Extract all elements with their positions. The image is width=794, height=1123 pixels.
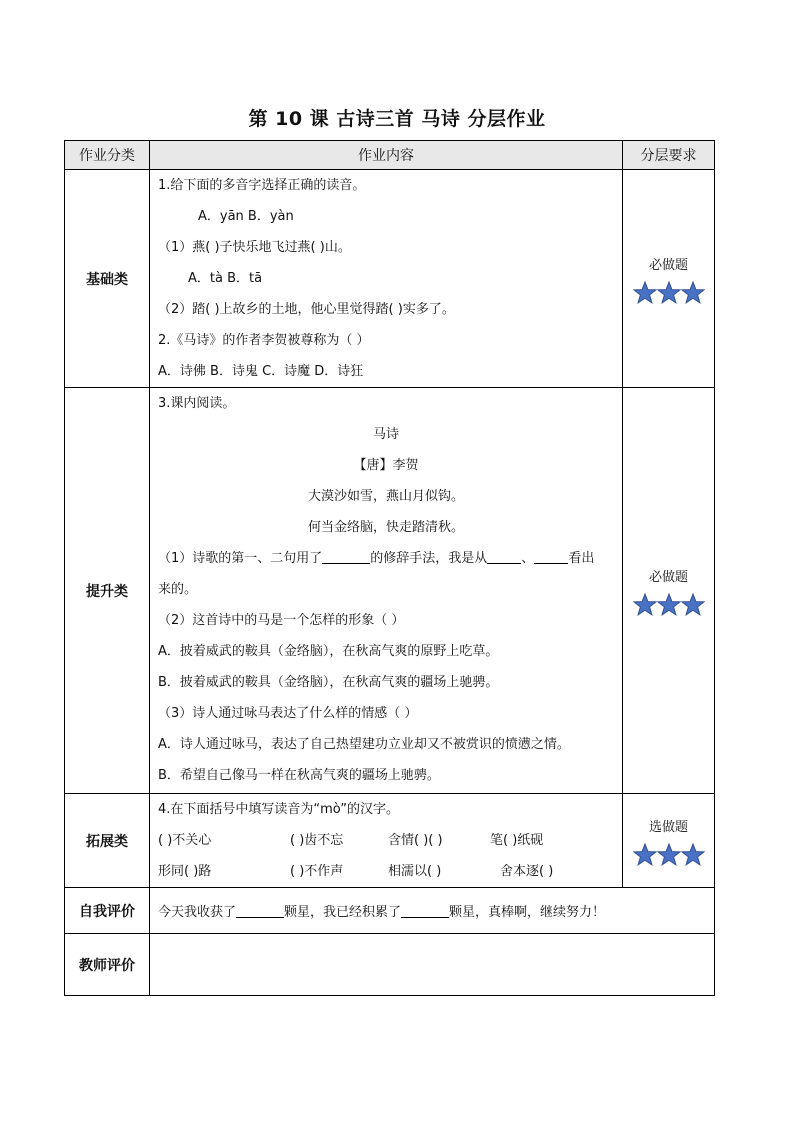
star-icon xyxy=(681,281,705,304)
option-line: A．诗佛 B．诗鬼 C．诗魔 D．诗狂 xyxy=(158,364,364,379)
text-segment: 颗星，我已经积累了 xyxy=(284,905,402,920)
fill-item: 笔( )纸砚 xyxy=(490,833,544,848)
question-line: 2.《马诗》的作者李贺被尊称为（ ） xyxy=(158,333,370,348)
requirement-cell xyxy=(623,170,715,388)
answer-blank[interactable] xyxy=(322,549,370,564)
requirement-label: 选做题 xyxy=(648,819,688,835)
category-cell: 拓展类 xyxy=(65,794,150,888)
fill-item: ( )齿不忘 xyxy=(290,833,344,848)
fill-row xyxy=(158,856,614,887)
star-icon xyxy=(633,593,657,616)
header-category: 作业分类 xyxy=(65,141,150,170)
requirement-cell xyxy=(623,794,715,888)
fill-item: 含情( )( ) xyxy=(388,833,443,848)
table-header-row xyxy=(65,141,715,170)
requirement-label: 必做题 xyxy=(648,569,688,585)
fill-item: 舍本逐( ) xyxy=(500,864,554,879)
answer-blank[interactable] xyxy=(534,549,568,564)
star-icon xyxy=(657,281,681,304)
requirement-cell xyxy=(623,388,715,794)
text-segment: 、 xyxy=(521,551,535,566)
option-line: A．tà B．tā xyxy=(188,271,263,286)
text-segment: 看出 xyxy=(568,551,595,566)
poem-title: 马诗 xyxy=(372,427,399,442)
question-line: （1）燕( )子快乐地飞过燕( )山。 xyxy=(158,240,351,255)
content-cell xyxy=(150,170,623,388)
option-line: A．披着威武的鞍具（金络脑），在秋高气爽的原野上吃草。 xyxy=(158,644,499,659)
text-segment: 今天我收获了 xyxy=(158,905,237,920)
question-line: （2）这首诗中的马是一个怎样的形象（ ） xyxy=(158,613,405,628)
question-line xyxy=(158,543,614,574)
star-icon xyxy=(633,843,657,866)
option-line: B．希望自己像马一样在秋高气爽的疆场上驰骋。 xyxy=(158,768,440,783)
fill-item: ( )不作声 xyxy=(290,864,344,879)
answer-blank[interactable] xyxy=(401,903,449,918)
question-line: 3.课内阅读。 xyxy=(158,396,236,411)
text-segment: 的修辞手法，我是从 xyxy=(370,551,488,566)
self-eval-label: 自我评价 xyxy=(65,888,150,934)
answer-blank[interactable] xyxy=(487,549,521,564)
section-advanced-row xyxy=(65,388,715,794)
poem-author: 【唐】李贺 xyxy=(353,458,419,473)
question-line: （3）诗人通过咏马表达了什么样的情感（ ） xyxy=(158,706,418,721)
page-title: 第 10 课 古诗三首 马诗 分层作业 xyxy=(248,108,546,130)
star-icon xyxy=(681,593,705,616)
star-icon xyxy=(657,593,681,616)
fill-row xyxy=(158,825,614,856)
section-basic-row xyxy=(65,170,715,388)
question-line: 4.在下面括号中填写读音为“mò”的汉字。 xyxy=(158,802,400,817)
poem-line: 何当金络脑，快走踏清秋。 xyxy=(307,520,464,535)
option-line: A．yān B．yàn xyxy=(198,209,294,224)
fill-item: ( )不关心 xyxy=(158,833,212,848)
star-rating xyxy=(623,593,714,616)
self-eval-cell xyxy=(150,888,715,934)
star-icon xyxy=(681,843,705,866)
star-icon xyxy=(633,281,657,304)
teacher-eval-row xyxy=(65,934,715,996)
fill-item: 相濡以( ) xyxy=(388,864,442,879)
option-line: B．披着威武的鞍具（金络脑），在秋高气爽的疆场上驰骋。 xyxy=(158,675,499,690)
category-cell: 提升类 xyxy=(65,388,150,794)
star-rating xyxy=(623,281,714,304)
question-line: （2）踏( )上故乡的土地，他心里觉得踏( )实多了。 xyxy=(158,302,455,317)
text-segment: （1）诗歌的第一、二句用了 xyxy=(158,551,323,566)
category-cell: 基础类 xyxy=(65,170,150,388)
teacher-eval-label: 教师评价 xyxy=(65,934,150,996)
poem-line: 大漠沙如雪，燕山月似钩。 xyxy=(307,489,464,504)
header-content: 作业内容 xyxy=(150,141,623,170)
star-rating xyxy=(623,843,714,866)
option-line: A．诗人通过咏马，表达了自己热望建功立业却又不被赏识的愤懑之情。 xyxy=(158,737,570,752)
section-extension-row xyxy=(65,794,715,888)
text-segment: 颗星，真棒啊，继续努力！ xyxy=(449,905,606,920)
header-requirement: 分层要求 xyxy=(623,141,715,170)
answer-blank[interactable] xyxy=(236,903,284,918)
question-line: 来的。 xyxy=(158,582,198,597)
homework-table xyxy=(64,140,715,996)
question-line: 1.给下面的多音字选择正确的读音。 xyxy=(158,178,366,193)
requirement-label: 必做题 xyxy=(648,257,688,273)
teacher-eval-cell[interactable] xyxy=(150,934,715,996)
self-eval-row xyxy=(65,888,715,934)
star-icon xyxy=(657,843,681,866)
content-cell xyxy=(150,388,623,794)
fill-item: 形同( )路 xyxy=(158,864,212,879)
content-cell xyxy=(150,794,623,888)
